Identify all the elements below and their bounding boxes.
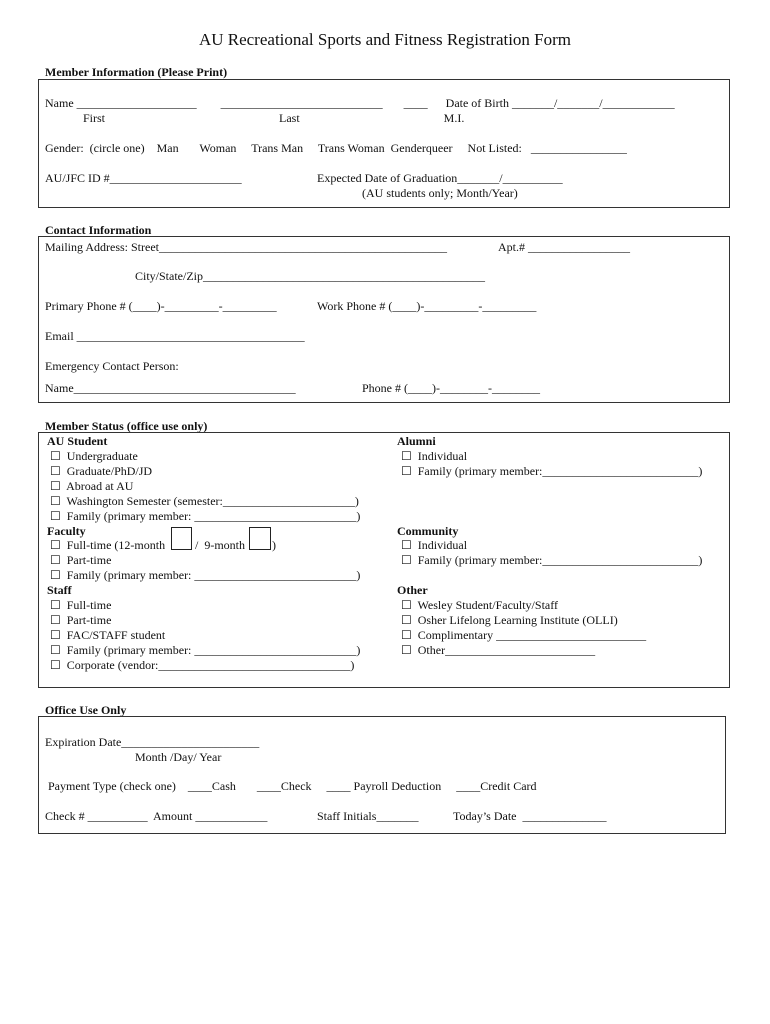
faculty-heading: Faculty — [47, 524, 86, 538]
option-fac-staff-student[interactable]: ☐ FAC/STAFF student — [50, 628, 166, 642]
email-line[interactable]: Email ______________________________________ — [45, 329, 305, 343]
option-complimentary[interactable]: ☐ Complimentary _________________________ — [401, 628, 647, 642]
emergency-phone-line[interactable]: Phone # (____)-________-________ — [362, 381, 540, 395]
primary-phone-line[interactable]: Primary Phone # (____)-_________-_________ — [45, 299, 277, 313]
member-info-heading: Member Information (Please Print) — [45, 65, 228, 79]
other-heading: Other — [397, 583, 428, 597]
option-olli[interactable]: ☐ Osher Lifelong Learning Institute (OLLI) — [401, 613, 618, 627]
emergency-label: Emergency Contact Person: — [45, 359, 179, 373]
option-faculty-fulltime[interactable]: ☐ Full-time (12-month — [50, 538, 166, 552]
option-community-family[interactable]: ☐ Family (primary member:__________________________) — [401, 553, 703, 567]
option-staff-fulltime[interactable]: ☐ Full-time — [50, 598, 112, 612]
option-faculty-family[interactable]: ☐ Family (primary member: ___________________________) — [50, 568, 361, 582]
contact-box — [38, 236, 730, 403]
expiration-sublabel: Month /Day/ Year — [135, 750, 222, 764]
option-community-individual[interactable]: ☐ Individual — [401, 538, 468, 552]
community-heading: Community — [397, 524, 459, 538]
office-heading: Office Use Only — [45, 703, 127, 717]
option-staff-parttime[interactable]: ☐ Part-time — [50, 613, 112, 627]
nine-month-label: / 9-month — [195, 538, 245, 552]
contact-heading: Contact Information — [45, 223, 152, 237]
apt-line[interactable]: Apt.# _________________ — [498, 240, 630, 254]
graduation-sublabel: (AU students only; Month/Year) — [362, 186, 518, 200]
au-student-heading: AU Student — [47, 434, 108, 448]
work-phone-line[interactable]: Work Phone # (____)-_________-_________ — [317, 299, 537, 313]
option-graduate[interactable]: ☐ Graduate/PhD/JD — [50, 464, 153, 478]
expiration-line[interactable]: Expiration Date_______________________ — [45, 735, 260, 749]
option-student-family[interactable]: ☐ Family (primary member: ___________________________) — [50, 509, 361, 523]
option-corporate[interactable]: ☐ Corporate (vendor:________________________________) — [50, 658, 355, 672]
staff-heading: Staff — [47, 583, 72, 597]
option-staff-family[interactable]: ☐ Family (primary member: ___________________________) — [50, 643, 361, 657]
option-washington-semester[interactable]: ☐ Washington Semester (semester:______________________) — [50, 494, 359, 508]
form-title: AU Recreational Sports and Fitness Registration Form — [198, 30, 572, 49]
name-line[interactable]: Name ____________________ ___________________________ ____ Date of Birth _______/_______/____________ — [45, 96, 675, 110]
nine-month-checkbox[interactable] — [249, 527, 271, 550]
name-sublabels: First Last M.I. — [83, 111, 465, 125]
option-abroad[interactable]: ☐ Abroad at AU — [50, 479, 134, 493]
payment-type-line[interactable]: Payment Type (check one) ____Cash ____Check ____ Payroll Deduction ____Credit Card — [48, 779, 537, 793]
twelve-month-checkbox[interactable] — [171, 527, 192, 550]
street-line[interactable]: Mailing Address: Street________________________________________________ — [45, 240, 447, 254]
option-undergraduate[interactable]: ☐ Undergraduate — [50, 449, 138, 463]
graduation-line[interactable]: Expected Date of Graduation_______/__________ — [317, 171, 563, 185]
todays-date-line[interactable]: Today’s Date ______________ — [453, 809, 607, 823]
gender-line[interactable]: Gender: (circle one) Man Woman Trans Man Trans Woman Genderqueer Not Listed: ________________ — [45, 141, 627, 155]
option-other[interactable]: ☐ Other_________________________ — [401, 643, 596, 657]
emergency-name-line[interactable]: Name_____________________________________ — [45, 381, 296, 395]
au-id-line[interactable]: AU/JFC ID #______________________ — [45, 171, 242, 185]
city-line[interactable]: City/State/Zip_______________________________________________ — [135, 269, 485, 283]
option-alumni-individual[interactable]: ☐ Individual — [401, 449, 468, 463]
staff-initials-line[interactable]: Staff Initials_______ — [317, 809, 419, 823]
status-heading: Member Status (office use only) — [45, 419, 208, 433]
check-amount-line[interactable]: Check # __________ Amount ____________ — [45, 809, 268, 823]
option-faculty-parttime[interactable]: ☐ Part-time — [50, 553, 112, 567]
option-wesley[interactable]: ☐ Wesley Student/Faculty/Staff — [401, 598, 559, 612]
fulltime-close-paren: ) — [272, 538, 276, 552]
alumni-heading: Alumni — [397, 434, 436, 448]
option-alumni-family[interactable]: ☐ Family (primary member:__________________________) — [401, 464, 703, 478]
